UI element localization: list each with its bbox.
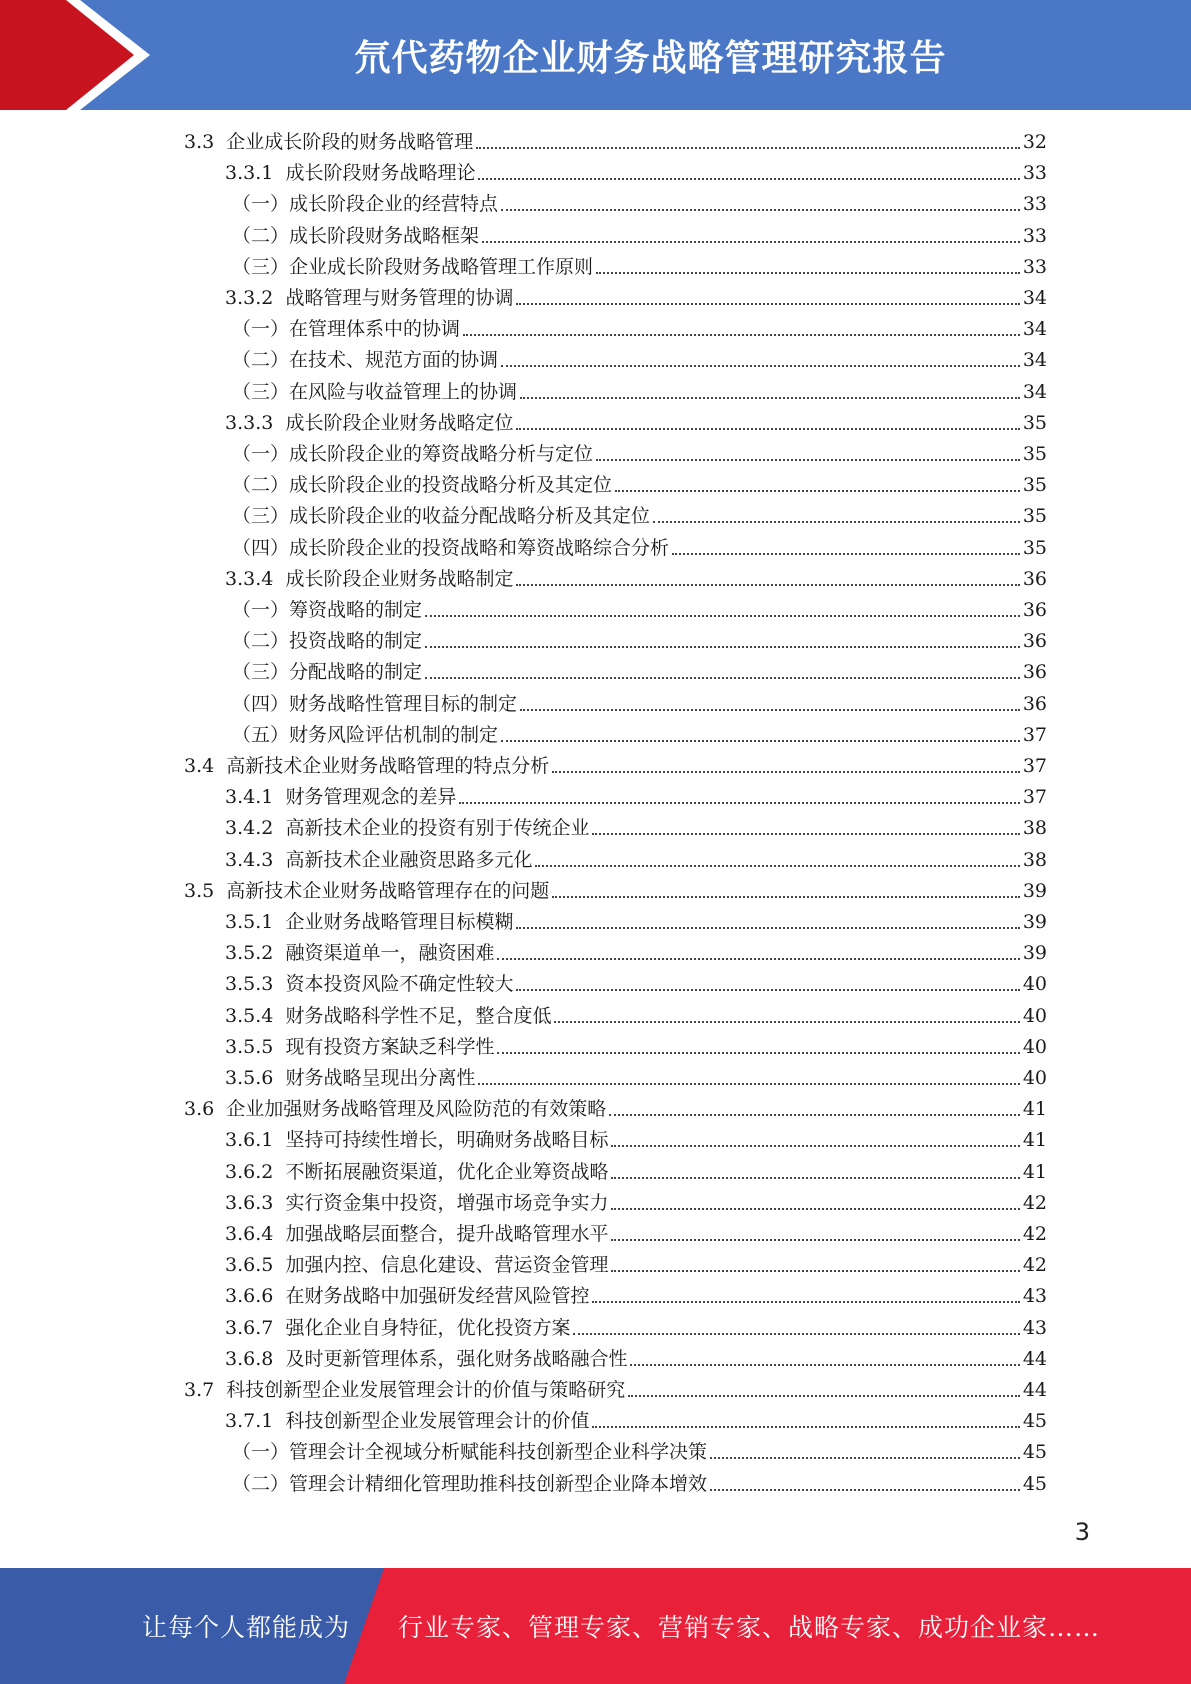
toc-dot-leader [501,740,1020,742]
toc-entry-page: 45 [1022,1410,1047,1433]
toc-entry[interactable] [232,345,1047,376]
toc-entry-title: （三）成长阶段企业的收益分配战略分析及其定位 [232,505,651,528]
toc-dot-leader [592,1301,1019,1303]
footer-slogan-left: 让每个人都能成为 [142,1613,351,1642]
toc-dot-leader [478,1083,1019,1085]
toc-entry-title: 成长阶段财务战略理论 [285,162,476,185]
toc-dot-leader [520,709,1020,711]
toc-entry[interactable] [232,252,1047,283]
toc-entry-page: 38 [1022,817,1047,840]
toc-entry-title: 高新技术企业财务战略管理存在的问题 [226,879,550,902]
toc-dot-leader [653,521,1020,523]
toc-dot-leader [710,1457,1020,1459]
toc-dot-leader [478,178,1019,180]
footer-slogan-right: 行业专家、管理专家、营销专家、战略专家、成功企业家…… [398,1613,1101,1642]
toc-entry[interactable] [232,595,1047,626]
toc-entry-title: （五）财务风险评估机制的制定 [232,723,499,746]
toc-entry-page: 34 [1022,318,1047,341]
toc-entry[interactable] [225,1219,1047,1250]
toc-dot-leader [615,490,1020,492]
toc-entry-number: 3.5 [184,879,227,902]
toc-entry-page: 37 [1022,755,1047,777]
toc-entry[interactable] [225,1250,1047,1281]
toc-entry-title: （一）在管理体系中的协调 [232,318,461,341]
toc-entry-title: （二）投资战略的制定 [232,630,423,653]
toc-entry-page: 40 [1022,1004,1047,1027]
toc-entry-number: 3.4.3 [225,848,286,871]
toc-dot-leader [516,927,1019,929]
toc-entry[interactable] [225,1281,1047,1312]
toc-entry-page: 45 [1022,1472,1047,1495]
toc-entry-number: 3.6.8 [225,1347,286,1370]
toc-entry-number: 3.6.3 [225,1191,286,1214]
toc-entry-number: 3.3.2 [225,287,286,309]
toc-entry-page: 42 [1022,1191,1047,1214]
toc-entry-page: 33 [1022,255,1047,278]
toc-entry-page: 36 [1022,599,1047,621]
toc-entry[interactable] [232,1469,1047,1500]
toc-entry[interactable] [232,377,1047,408]
toc-dot-leader [516,428,1019,430]
toc-dot-leader [482,241,1020,243]
toc-dot-leader [596,459,1020,461]
toc-entry-title: 企业加强财务战略管理及风险防范的有效策略 [226,1098,607,1121]
toc-dot-leader [611,1239,1019,1241]
toc-dot-leader [501,365,1020,367]
toc-dot-leader [596,272,1020,274]
toc-entry-title: 高新技术企业的投资有别于传统企业 [285,817,590,840]
toc-entry[interactable] [225,1313,1047,1344]
toc-dot-leader [463,334,1020,336]
toc-entry[interactable] [232,314,1047,345]
toc-entry-title: （二）成长阶段财务战略框架 [232,224,480,247]
toc-dot-leader [611,1270,1019,1272]
toc-dot-leader [552,771,1020,773]
toc-entry[interactable] [225,564,1047,595]
toc-entry[interactable] [232,689,1047,720]
toc-entry-page: 39 [1022,879,1047,902]
toc-entry-page: 38 [1022,848,1047,871]
toc-entry-page: 35 [1022,411,1047,434]
toc-entry[interactable] [232,720,1047,751]
toc-dot-leader [425,677,1020,679]
toc-dot-leader [476,147,1020,149]
toc-dot-leader [497,1052,1019,1054]
toc-entry-page: 34 [1022,380,1047,403]
toc-dot-leader [592,1426,1019,1428]
toc-entry-title: （一）成长阶段企业的经营特点 [232,193,499,216]
toc-entry-title: 加强战略层面整合，提升战略管理水平 [285,1223,609,1245]
toc-entry-title: 高新技术企业财务战略管理的特点分析 [226,755,550,777]
toc-dot-leader [425,615,1020,617]
toc-entry-title: 在财务战略中加强研发经营风险管控 [285,1285,590,1308]
toc-entry-page: 35 [1022,443,1047,465]
toc-entry-title: 战略管理与财务管理的协调 [285,287,514,309]
toc-entry-page: 39 [1022,942,1047,965]
toc-dot-leader [425,646,1020,648]
toc-entry[interactable] [225,1001,1047,1032]
toc-entry-page: 43 [1022,1316,1047,1339]
toc-entry[interactable] [184,1094,1047,1125]
toc-entry-number: 3.5.2 [225,942,286,965]
toc-entry-page: 40 [1022,973,1047,996]
toc-entry[interactable] [225,1032,1047,1063]
toc-entry-number: 3.5.3 [225,973,286,996]
toc-entry-page: 33 [1022,224,1047,247]
toc-entry-page: 36 [1022,692,1047,715]
toc-entry-title: （一）管理会计全视域分析赋能科技创新型企业科学决策 [232,1441,708,1464]
toc-entry[interactable] [232,533,1047,564]
toc-entry-title: 不断拓展融资渠道，优化企业筹资战略 [285,1160,609,1183]
toc-entry-number: 3.6.1 [225,1129,286,1152]
toc-dot-leader [672,553,1020,555]
toc-entry-page: 32 [1022,131,1047,153]
toc-dot-leader [516,584,1019,586]
toc-entry[interactable] [225,1188,1047,1219]
toc-entry[interactable] [232,439,1047,470]
toc-entry[interactable] [225,813,1047,844]
toc-dot-leader [630,1364,1019,1366]
toc-entry-page: 37 [1022,786,1047,809]
toc-entry-number: 3.5.4 [225,1004,286,1027]
toc-entry[interactable] [184,127,1047,158]
toc-entry-page: 42 [1022,1254,1047,1277]
toc-entry-page: 35 [1022,505,1047,528]
toc-entry-number: 3.3.4 [225,567,286,590]
toc-entry-page: 41 [1022,1098,1047,1121]
toc-entry-title: 加强内控、信息化建设、营运资金管理 [285,1254,609,1277]
toc-entry-page: 34 [1022,349,1047,372]
toc-dot-leader [516,303,1019,305]
toc-entry-page: 33 [1022,162,1047,185]
toc-entry-page: 33 [1022,193,1047,216]
toc-entry[interactable] [225,938,1047,969]
toc-entry-title: 财务战略科学性不足，整合度低 [285,1004,552,1027]
toc-dot-leader [516,989,1019,991]
toc-entry[interactable] [225,408,1047,439]
toc-dot-leader [609,1114,1020,1116]
toc-dot-leader [710,1489,1020,1491]
toc-entry-number: 3.5.5 [225,1035,286,1058]
toc-dot-leader [611,1208,1019,1210]
toc-entry[interactable] [184,1375,1047,1406]
toc-entry[interactable] [232,657,1047,688]
toc-entry-title: 现有投资方案缺乏科学性 [285,1035,495,1058]
toc-entry[interactable] [225,969,1047,1000]
toc-entry-title: （四）财务战略性管理目标的制定 [232,692,518,715]
toc-dot-leader [611,1145,1019,1147]
toc-entry-page: 36 [1022,567,1047,590]
toc-entry-title: （三）企业成长阶段财务战略管理工作原则 [232,255,594,278]
toc-entry-number: 3.6.7 [225,1316,286,1339]
toc-entry-title: （三）分配战略的制定 [232,661,423,684]
toc-entry-title: （二）在技术、规范方面的协调 [232,349,499,372]
toc-entry[interactable] [232,470,1047,501]
toc-dot-leader [501,209,1020,211]
page-number: 3 [1074,1518,1090,1546]
toc-entry-number: 3.6 [184,1098,227,1121]
toc-entry-page: 45 [1022,1441,1047,1464]
toc-entry-title: （一）成长阶段企业的筹资战略分析与定位 [232,443,594,465]
toc-entry-page: 34 [1022,287,1047,309]
toc-entry-title: 成长阶段企业财务战略制定 [285,567,514,590]
toc-dot-leader [535,865,1019,867]
toc-entry-page: 42 [1022,1223,1047,1245]
toc-entry-number: 3.3 [184,131,227,153]
document-title: 氘代药物企业财务战略管理研究报告 [354,37,947,79]
toc-dot-leader [497,958,1019,960]
toc-entry-number: 3.6.2 [225,1160,286,1183]
toc-dot-leader [520,397,1020,399]
toc-entry-title: 及时更新管理体系，强化财务战略融合性 [285,1347,628,1370]
toc-entry-title: 科技创新型企业发展管理会计的价值 [285,1410,590,1433]
toc-entry[interactable] [225,1344,1047,1375]
toc-entry-title: （二）管理会计精细化管理助推科技创新型企业降本增效 [232,1472,708,1495]
toc-entry-title: 高新技术企业融资思路多元化 [285,848,533,871]
toc-entry-page: 35 [1022,474,1047,497]
toc-entry-number: 3.4 [184,755,227,777]
toc-entry[interactable] [232,189,1047,220]
toc-dot-leader [628,1395,1020,1397]
toc-entry-page: 39 [1022,911,1047,933]
toc-entry-title: 坚持可持续性增长，明确财务战略目标 [285,1129,609,1152]
toc-entry-page: 37 [1022,723,1047,746]
toc-entry-title: 企业成长阶段的财务战略管理 [226,131,474,153]
toc-entry-title: （一）筹资战略的制定 [232,599,423,621]
toc-entry-number: 3.7.1 [225,1410,286,1433]
toc-entry-page: 35 [1022,536,1047,559]
toc-entry-title: 资本投资风险不确定性较大 [285,973,514,996]
toc-entry-title: 企业财务战略管理目标模糊 [285,911,514,933]
toc-entry-number: 3.5.1 [225,911,286,933]
toc-entry[interactable] [232,501,1047,532]
header-arrow-decoration [0,0,160,110]
toc-entry[interactable] [184,876,1047,907]
toc-entry[interactable] [225,845,1047,876]
toc-entry-number: 3.3.3 [225,411,286,434]
toc-entry[interactable] [225,1157,1047,1188]
toc-dot-leader [611,1177,1019,1179]
toc-entry-number: 3.6.4 [225,1223,286,1245]
toc-entry-title: （二）成长阶段企业的投资战略分析及其定位 [232,474,613,497]
toc-entry-number: 3.3.1 [225,162,286,185]
toc-entry-number: 3.7 [184,1379,227,1401]
toc-entry-title: 财务管理观念的差异 [285,786,457,809]
toc-entry-title: （四）成长阶段企业的投资战略和筹资战略综合分析 [232,536,670,559]
toc-entry-page: 43 [1022,1285,1047,1308]
toc-entry-page: 40 [1022,1067,1047,1089]
toc-dot-leader [592,833,1019,835]
toc-entry-number: 3.4.2 [225,817,286,840]
toc-entry-page: 40 [1022,1035,1047,1058]
toc-dot-leader [554,1021,1019,1023]
toc-entry-title: 实行资金集中投资，增强市场竞争实力 [285,1191,609,1214]
toc-entry[interactable] [232,626,1047,657]
toc-entry-page: 36 [1022,630,1047,653]
toc-entry-title: 科技创新型企业发展管理会计的价值与策略研究 [226,1379,626,1401]
toc-entry-number: 3.6.5 [225,1254,286,1277]
toc-entry-number: 3.6.6 [225,1285,286,1308]
toc-entry-title: （三）在风险与收益管理上的协调 [232,380,518,403]
toc-dot-leader [552,896,1020,898]
toc-entry-page: 41 [1022,1129,1047,1152]
toc-entry[interactable] [232,221,1047,252]
toc-entry[interactable] [225,1125,1047,1156]
toc-entry[interactable] [225,1406,1047,1437]
toc-entry-page: 44 [1022,1379,1047,1401]
toc-entry-number: 3.5.6 [225,1067,286,1089]
footer-banner [0,1568,1191,1684]
toc-entry-title: 成长阶段企业财务战略定位 [285,411,514,434]
header-banner [0,0,1191,110]
toc-entry[interactable] [225,782,1047,813]
toc-entry-number: 3.4.1 [225,786,286,809]
toc-dot-leader [573,1333,1019,1335]
toc-entry[interactable] [232,1437,1047,1468]
toc-entry-title: 财务战略呈现出分离性 [285,1067,476,1089]
toc-entry-page: 44 [1022,1347,1047,1370]
toc-entry-page: 41 [1022,1160,1047,1183]
toc-entry[interactable] [225,907,1047,938]
toc-entry[interactable] [225,1063,1047,1094]
toc-entry-title: 强化企业自身特征，优化投资方案 [285,1316,571,1339]
toc-entry[interactable] [184,751,1047,782]
toc-entry[interactable] [225,283,1047,314]
toc-dot-leader [459,802,1019,804]
toc-entry[interactable] [225,158,1047,189]
toc-entry-title: 融资渠道单一，融资困难 [285,942,495,965]
toc-entry-page: 36 [1022,661,1047,684]
